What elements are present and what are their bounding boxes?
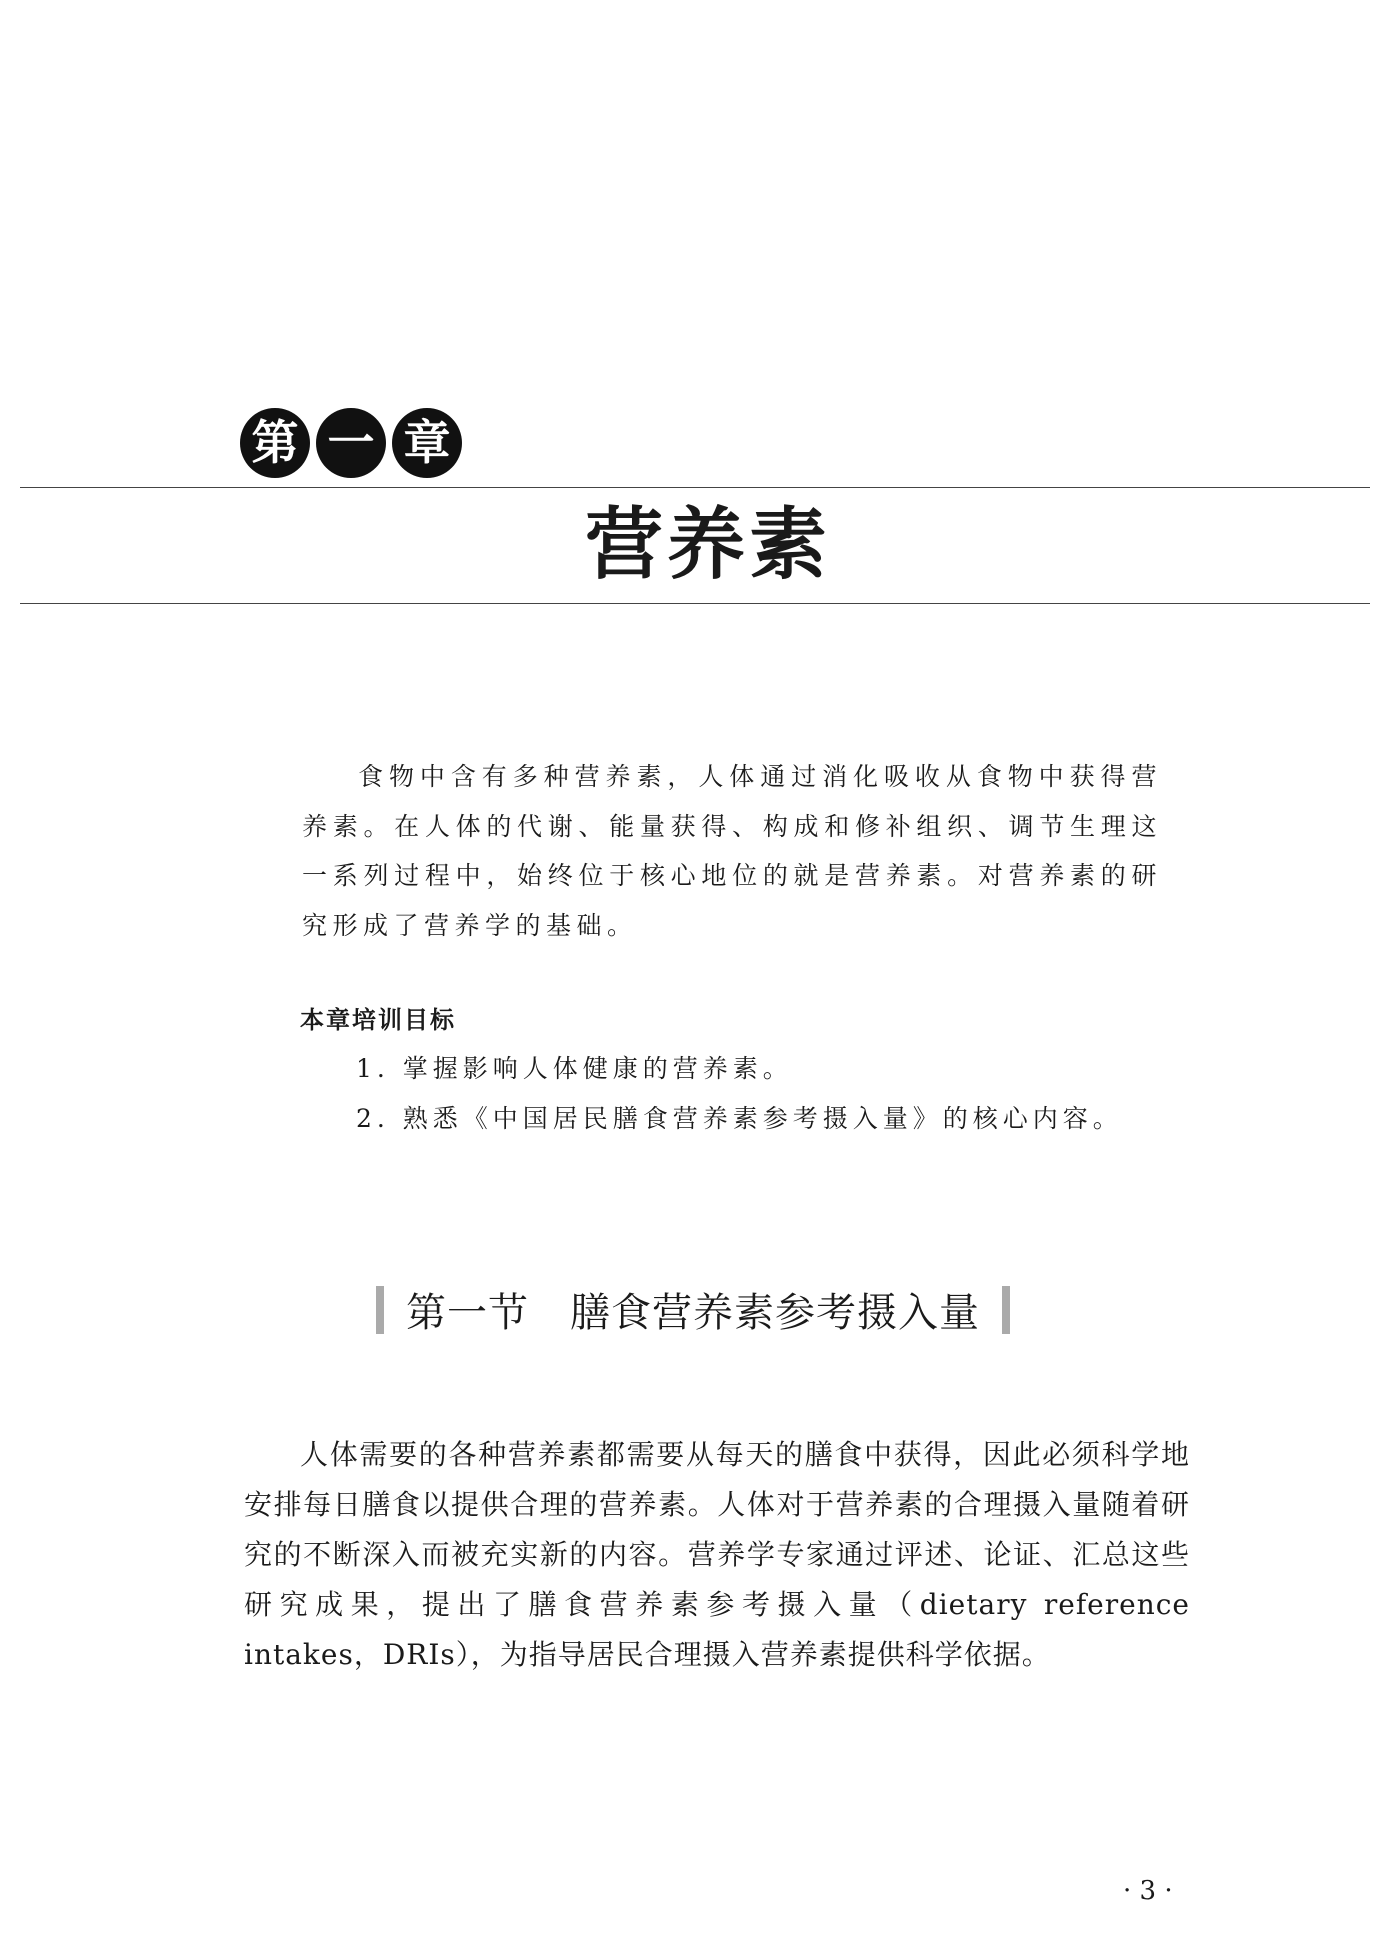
objectives-heading: 本章培训目标 [300,1006,456,1034]
section-heading [0,1281,1386,1338]
section-heading-text: 第一节 膳食营养素参考摄入量 [406,1290,980,1336]
section-body-paragraph: 人体需要的各种营养素都需要从每天的膳食中获得，因此必须科学地安排每日膳食以提供合理的营养素。人体对于营养素的合理摄入量随着研究的不断深入而被充实新的内容。营养学专家通过评述、论证、汇总这些研究成果，提出了膳食营养素参考摄入量（dietary reference intakes，DRIs），为指导居民合理摄入营养素提供科学依据。 [244,1438,1190,1671]
chapter-top-rule [20,487,1370,488]
section-heading-right-bar [1002,1286,1010,1334]
chapter-title: 营养素 [584,499,831,590]
chapter-badge-di: 第 [240,408,310,478]
page-number: · 3 · [1123,1876,1173,1906]
chapter-badge-zhang: 章 [392,408,462,478]
chapter-intro-paragraph: 食物中含有多种营养素，人体通过消化吸收从食物中获得营养素。在人体的代谢、能量获得、构成和修补组织、调节生理这一系列过程中，始终位于核心地位的就是营养素。对营养素的研究形成了营养学的基础。 [302,762,1162,940]
objectives-list [356,1044,1123,1144]
section-heading-left-bar [376,1286,384,1334]
chapter-number-badges [240,408,468,478]
chapter-bottom-rule [20,603,1370,604]
objective-item: 2. 熟悉《中国居民膳食营养素参考摄入量》的核心内容。 [356,1104,1123,1133]
chapter-badge-yi: 一 [316,408,386,478]
objective-item: 1. 掌握影响人体健康的营养素。 [356,1054,793,1083]
